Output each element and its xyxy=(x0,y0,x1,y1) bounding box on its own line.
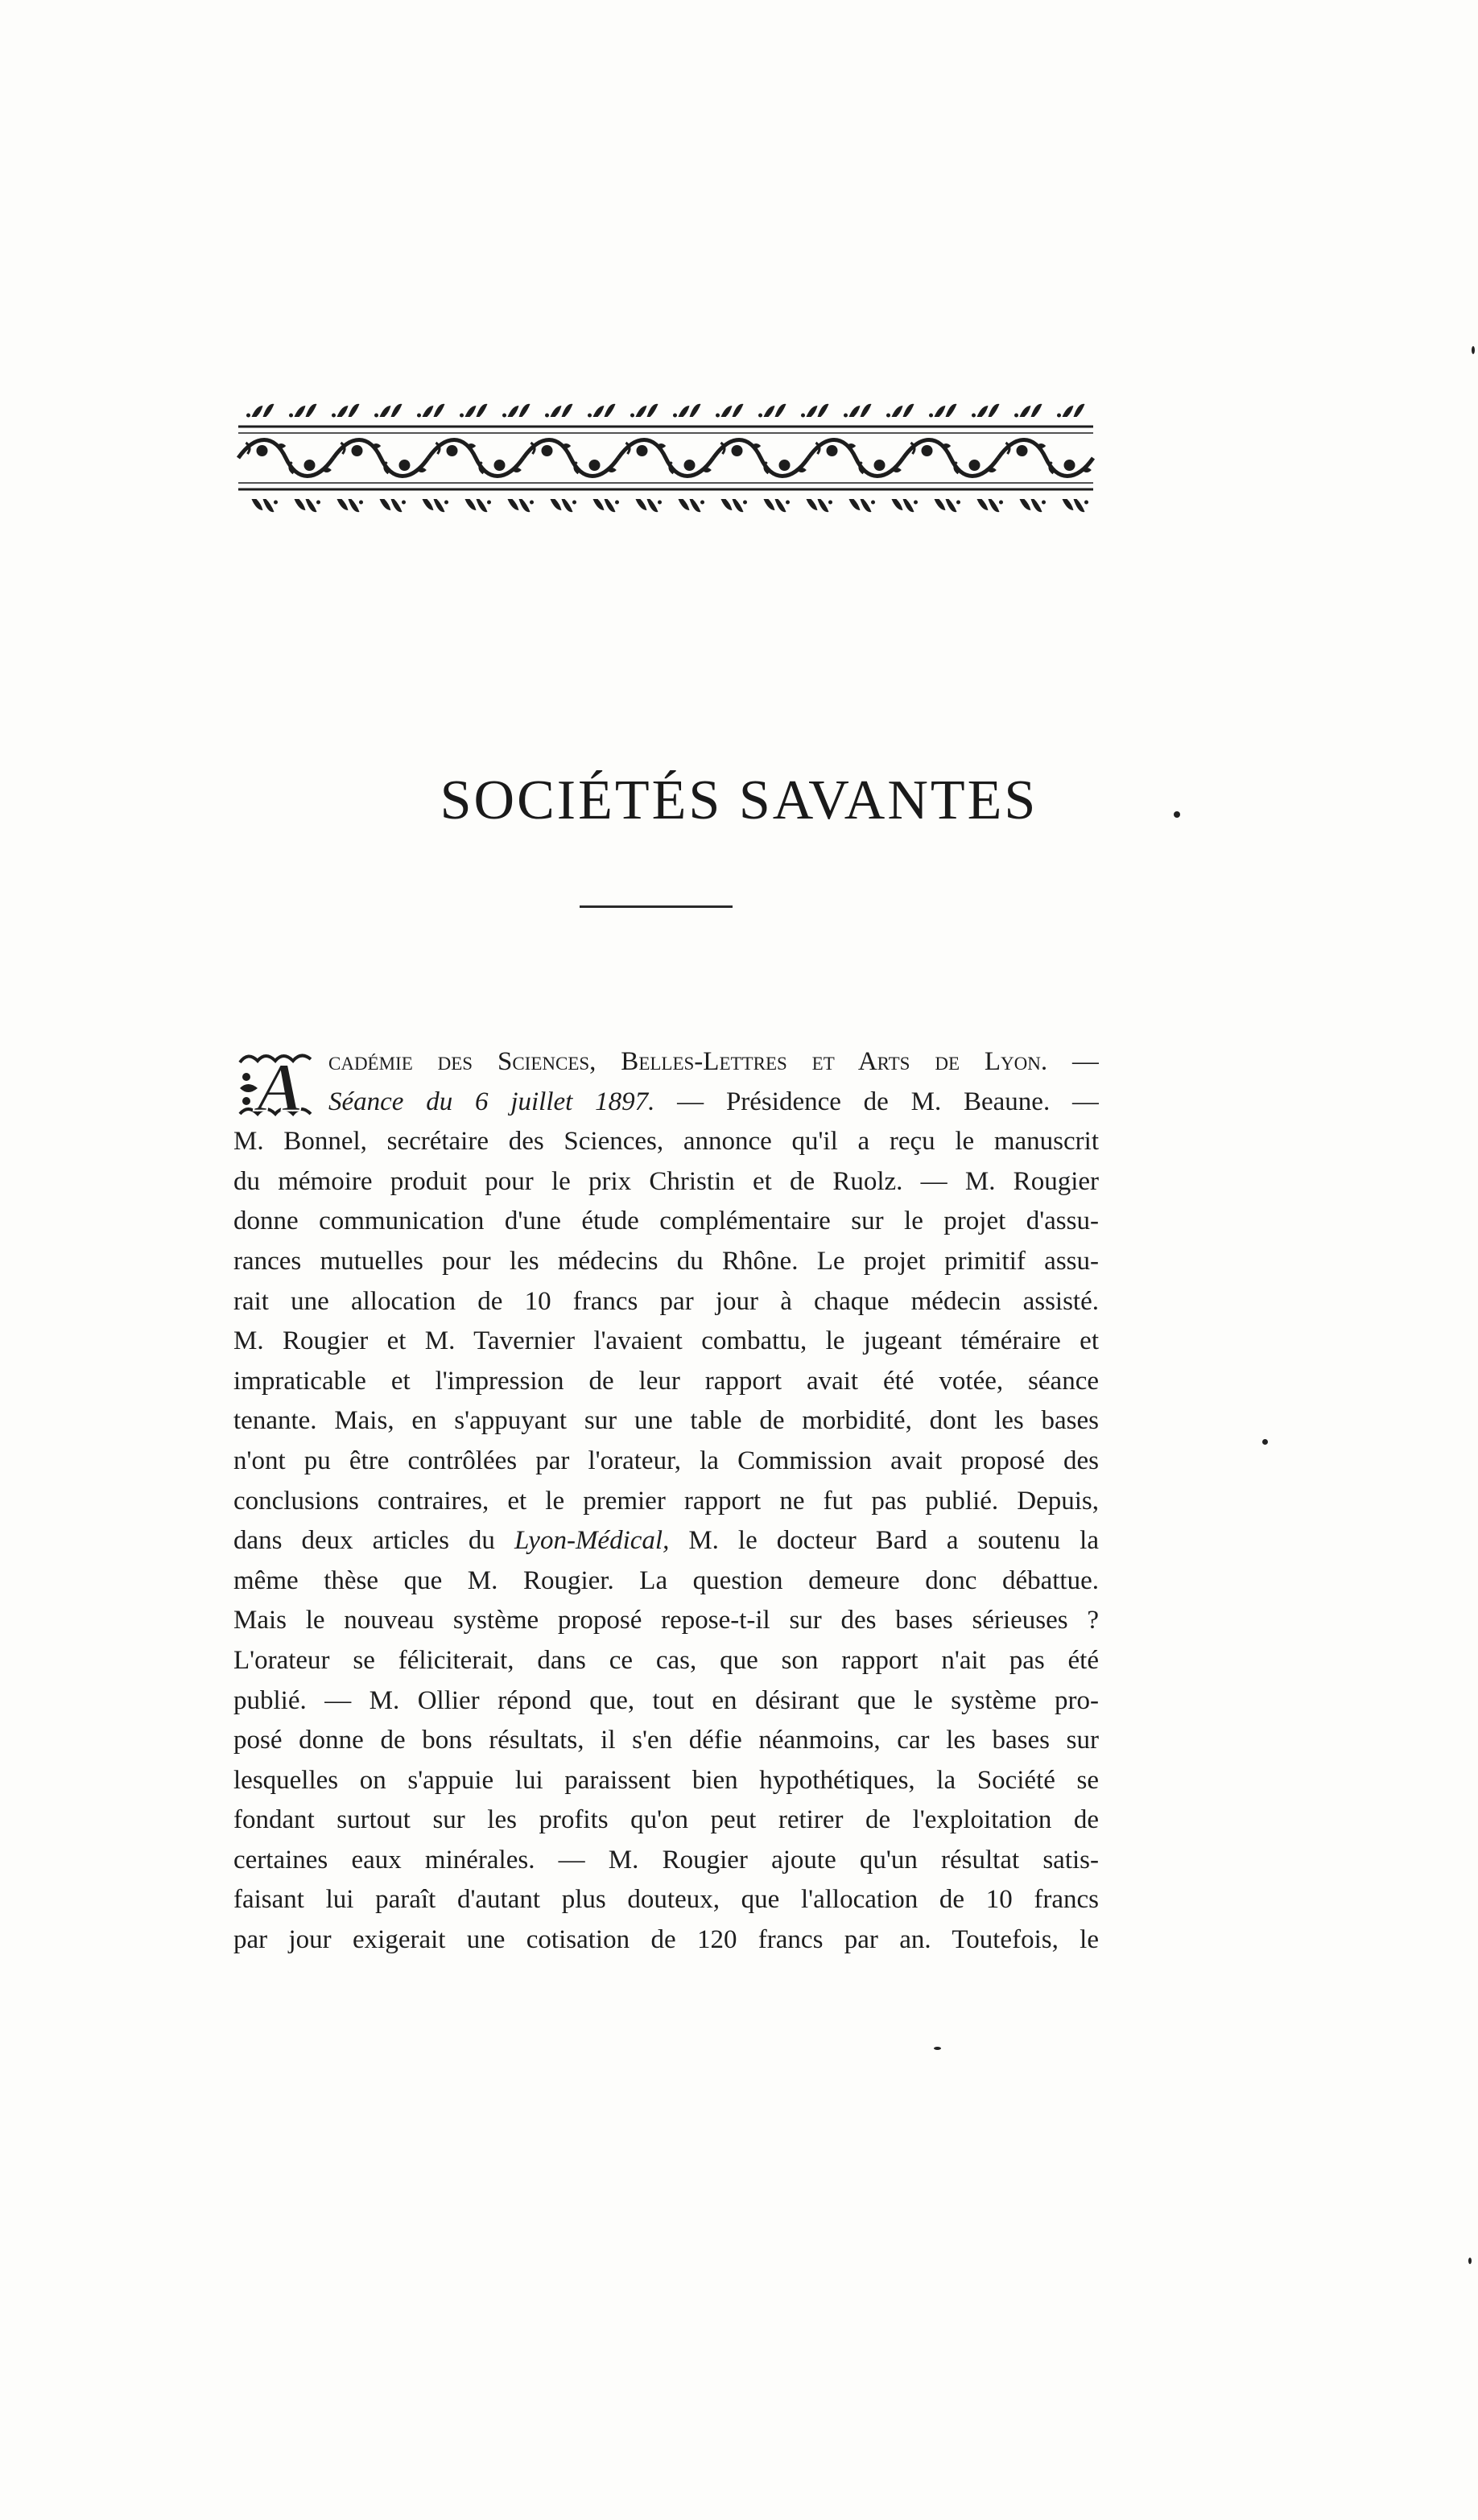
text-run: n'ont pu être contrôlées par l'orateur, la Commission avait proposé des xyxy=(233,1446,1099,1475)
text-line xyxy=(233,1641,1099,1681)
fleuron-ornament xyxy=(417,404,445,418)
fleuron-ornament xyxy=(636,499,663,512)
fleuron-ornament xyxy=(935,499,961,512)
text-line xyxy=(233,1601,1099,1641)
fleuron-ornament xyxy=(801,404,829,418)
fleuron-ornament xyxy=(337,499,364,512)
text-line xyxy=(233,1521,1099,1561)
text-line xyxy=(233,1800,1099,1841)
text-run: conclusions contraires, et le premier rapport ne fut pas publié. Depuis, xyxy=(233,1486,1099,1516)
text-run: Mais le nouveau système proposé repose-t-il sur des bases sérieuses ? xyxy=(233,1606,1099,1635)
text-run: fondant surtout sur les profits qu'on peut retirer de l'exploitation de xyxy=(233,1805,1099,1835)
scan-speck xyxy=(1472,346,1475,354)
fleuron-ornament xyxy=(332,404,360,418)
text-line xyxy=(233,1482,1099,1522)
fleuron-ornament xyxy=(716,404,744,418)
fleuron-ornament xyxy=(929,404,957,418)
fleuron-ornament xyxy=(1020,499,1047,512)
fleuron-ornament xyxy=(380,499,407,512)
text-run: du mémoire produit pour le prix Christin et de Ruolz. — M. Rougier xyxy=(233,1166,1099,1196)
fleuron-ornament xyxy=(295,499,321,512)
fleuron-ornament xyxy=(630,404,658,418)
fleuron-ornament xyxy=(758,404,786,418)
scan-speck xyxy=(1468,2258,1472,2264)
scan-speck xyxy=(1174,811,1180,818)
text-line xyxy=(233,1681,1099,1722)
text-run: posé donne de bons résultats, il s'en défie néanmoins, car les bases sur xyxy=(233,1726,1099,1755)
fleuron-ornament xyxy=(764,499,791,512)
ornamental-header-band xyxy=(235,393,1096,522)
text-run: L'orateur se féliciterait, dans ce cas, que son rapport n'ait pas été xyxy=(233,1645,1099,1675)
text-run: M. Rougier et M. Tavernier l'avaient combattu, le jugeant téméraire et xyxy=(233,1326,1099,1356)
fleuron-ornament xyxy=(977,499,1004,512)
text-line xyxy=(233,1761,1099,1801)
fleuron-ornament xyxy=(1063,499,1089,512)
scroll-ornament xyxy=(333,440,428,476)
text-line xyxy=(233,1880,1099,1920)
text-run: cadémie des Sciences, Belles-Lettres et Arts de Lyon. — xyxy=(328,1047,1099,1076)
fleuron-ornament xyxy=(246,404,275,418)
scroll-ornament xyxy=(903,440,998,476)
text-run: M. Bonnel, secrétaire des Sciences, annonce qu'il a reçu le manuscrit xyxy=(233,1127,1099,1157)
text-run: par jour exigerait une cotisation de 120 francs par an. Toutefois, le xyxy=(233,1925,1099,1955)
fleuron-ornament xyxy=(1014,404,1042,418)
fleuron-ornament xyxy=(289,404,317,418)
scroll-ornament xyxy=(523,440,618,476)
fleuron-ornament xyxy=(374,404,403,418)
dropcap-letter: A xyxy=(257,1049,303,1126)
text-line xyxy=(233,1920,1099,1961)
text-run: faisant lui paraît d'autant plus douteux, que l'allocation de 10 francs xyxy=(233,1885,1099,1915)
scroll-ornament xyxy=(998,440,1093,476)
scroll-ornament xyxy=(618,440,713,476)
fleuron-ornament xyxy=(849,499,876,512)
text-line xyxy=(233,1721,1099,1761)
page-title: SOCIÉTÉS SAVANTES xyxy=(440,769,1038,831)
text-line xyxy=(233,1561,1099,1602)
fleuron-ornament xyxy=(1057,404,1085,418)
article-body xyxy=(233,1042,1099,1961)
text-line xyxy=(233,1401,1099,1441)
text-run: tenante. Mais, en s'appuyant sur une table de morbidité, dont les bases xyxy=(233,1406,1099,1436)
fleuron-ornament xyxy=(807,499,833,512)
fleuron-ornament xyxy=(844,404,872,418)
fleuron-ornament xyxy=(508,499,535,512)
fleuron-ornament xyxy=(465,499,492,512)
fleuron-ornament xyxy=(551,499,577,512)
fleuron-ornament xyxy=(721,499,748,512)
text-run: certaines eaux minérales. — M. Rougier ajoute qu'un résultat satis- xyxy=(233,1845,1099,1875)
scroll-ornament xyxy=(428,440,523,476)
text-run: rait une allocation de 10 francs par jour à chaque médecin assisté. xyxy=(233,1286,1099,1316)
text-line xyxy=(233,1202,1099,1242)
text-line xyxy=(233,1042,1099,1083)
fleuron-ornament xyxy=(252,499,279,512)
fleuron-ornament xyxy=(423,499,449,512)
text-line xyxy=(233,1362,1099,1402)
fleuron-ornament xyxy=(502,404,531,418)
fleuron-ornament xyxy=(460,404,488,418)
fleuron-ornament xyxy=(972,404,1000,418)
fleuron-ornament xyxy=(679,499,705,512)
text-line xyxy=(233,1322,1099,1362)
text-line xyxy=(233,1122,1099,1162)
title-underline-rule xyxy=(580,905,733,908)
text-run: — Présidence de M. Beaune. — xyxy=(654,1087,1099,1116)
fleuron-ornament xyxy=(892,499,919,512)
scroll-ornament xyxy=(808,440,903,476)
text-run: lesquelles on s'appuie lui paraissent bien hypothétiques, la Société se xyxy=(233,1765,1099,1795)
scroll-ornament xyxy=(238,440,333,476)
text-run: publié. — M. Ollier répond que, tout en désirant que le système pro- xyxy=(233,1685,1099,1715)
fleuron-ornament xyxy=(593,499,620,512)
scroll-ornament xyxy=(713,440,808,476)
text-line xyxy=(233,1242,1099,1282)
text-run: Lyon-Médical, xyxy=(514,1526,670,1556)
text-run: même thèse que M. Rougier. La question demeure donc débattue. xyxy=(233,1565,1099,1595)
fleuron-ornament xyxy=(545,404,573,418)
text-line xyxy=(233,1083,1099,1123)
text-run: dans deux articles du xyxy=(233,1526,514,1556)
text-line xyxy=(233,1162,1099,1202)
fleuron-ornament xyxy=(588,404,616,418)
text-run: impraticable et l'impression de leur rapport avait été votée, séance xyxy=(233,1366,1099,1396)
text-line xyxy=(233,1441,1099,1482)
text-line xyxy=(233,1841,1099,1881)
text-run: donne communication d'une étude complémentaire sur le projet d'assu- xyxy=(233,1206,1099,1236)
scan-speck xyxy=(934,2047,941,2050)
fleuron-ornament xyxy=(886,404,914,418)
text-run: Séance du 6 juillet 1897. xyxy=(328,1087,655,1116)
scan-speck xyxy=(1262,1439,1268,1445)
text-run: rances mutuelles pour les médecins du Rhône. Le projet primitif assu- xyxy=(233,1246,1099,1276)
text-line xyxy=(233,1282,1099,1322)
fleuron-ornament xyxy=(673,404,701,418)
text-run: M. le docteur Bard a soutenu la xyxy=(669,1526,1099,1556)
